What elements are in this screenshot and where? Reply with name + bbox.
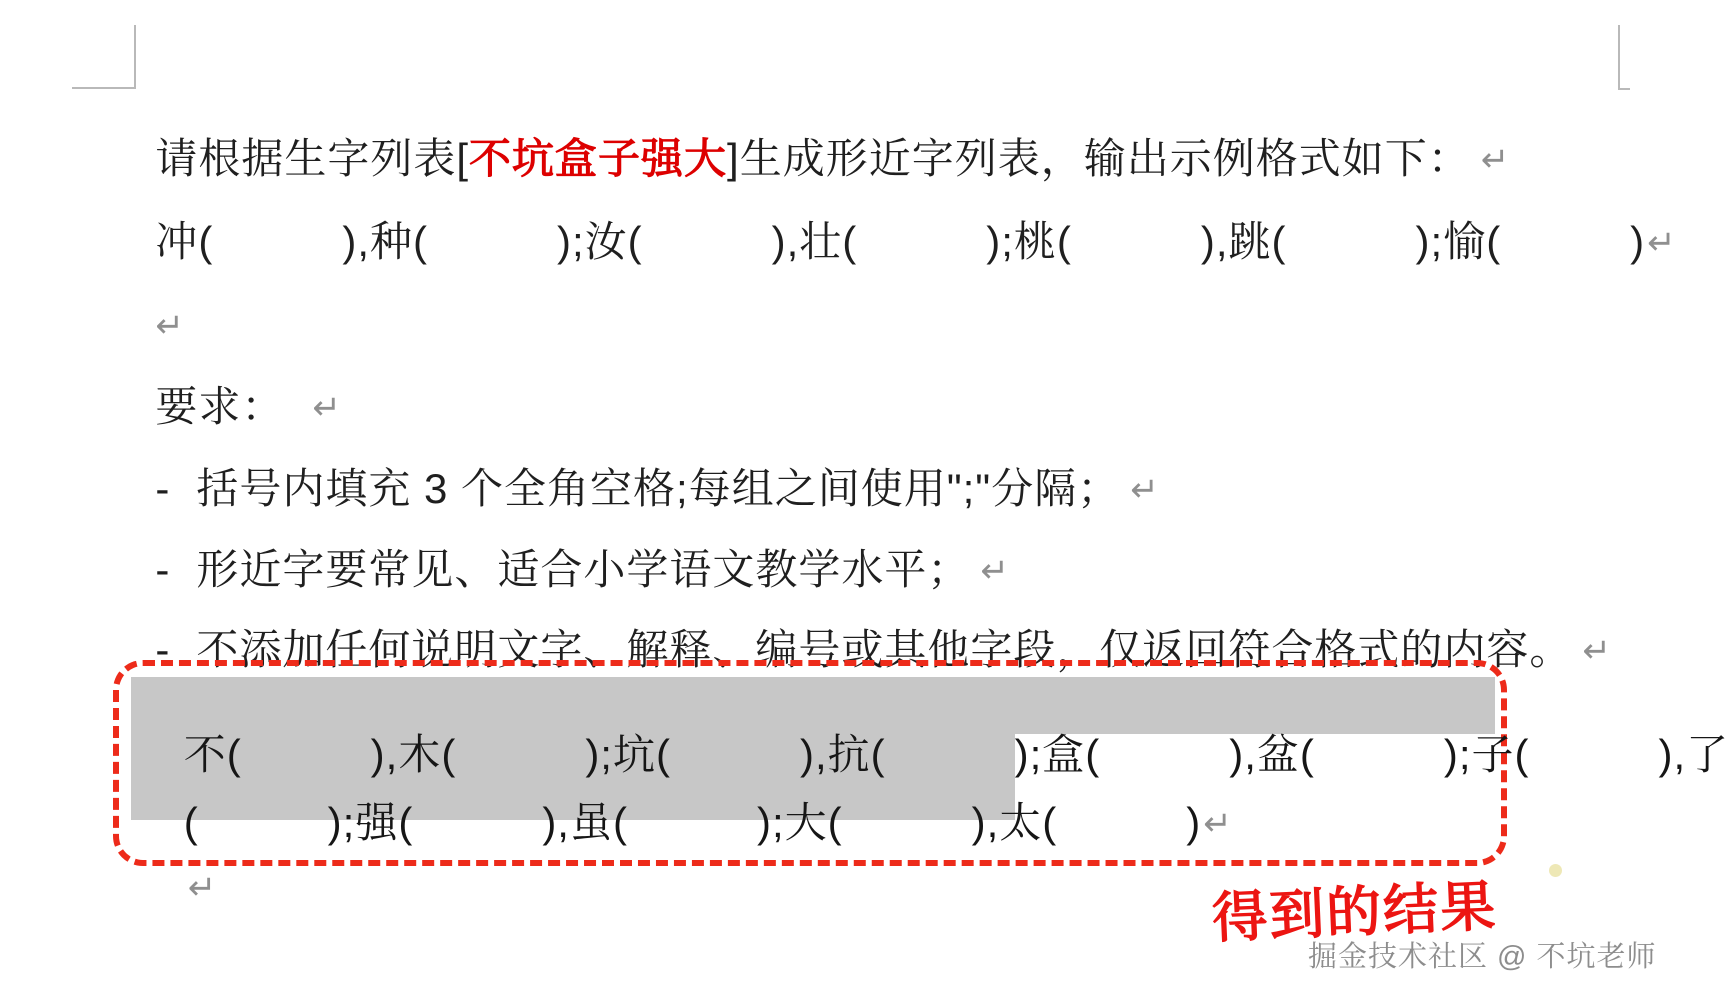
example-format-text: 冲( ),种( );汝( ),壮( );桃( ),跳( );愉( ): [155, 217, 1646, 265]
paragraph-mark-icon: ↵: [1582, 631, 1611, 670]
decorative-dot: [1549, 864, 1562, 877]
result-annotation-label: 得到的结果: [1210, 874, 1499, 950]
requirement-text-2: 形近字要常见、适合小学语文教学水平；: [196, 545, 971, 593]
paragraph-mark-icon: ↵: [1203, 805, 1232, 844]
text-boundary-corner-top-left-icon: [72, 25, 136, 89]
paragraph-mark-icon: ↵: [1130, 470, 1159, 509]
requirement-text-1: 括号内填充 3 个全角空格;每组之间使用";"分隔；: [196, 464, 1121, 512]
result-text-line-1: 不( ),木( );坑( ),抗( );盒( ),盆( );子( ),了: [183, 731, 1729, 779]
example-format-paragraph[interactable]: [130, 163, 1676, 268]
requirement-text-3: 不添加任何说明文字、解释、编号或其他字段，仅返回符合格式的内容。: [196, 625, 1573, 673]
watermark-text: 掘金技术社区 @ 不坑老师: [1308, 941, 1657, 973]
bullet-dash: -: [155, 545, 171, 593]
prompt-prefix: 请根据生字列表[: [155, 134, 470, 182]
result-line-2[interactable]: [133, 748, 1232, 899]
paragraph-mark-icon: ↵: [980, 551, 1009, 590]
paragraph-mark-icon: ↵: [187, 869, 217, 908]
bullet-dash: -: [155, 464, 171, 512]
text-boundary-corner-top-right-icon: [1618, 25, 1630, 90]
bullet-dash: -: [155, 625, 171, 673]
paragraph-mark-icon: ↵: [1480, 140, 1510, 179]
paragraph-mark-icon: ↵: [312, 388, 341, 427]
requirements-title: 要求：: [155, 382, 285, 430]
result-empty-paragraph[interactable]: [133, 812, 216, 963]
prompt-highlight-word-list: 不坑盒子强大: [469, 134, 728, 182]
prompt-suffix: ]生成形近字列表，输出示例格式如下：: [727, 134, 1471, 182]
result-text-line-2: ( );强( ),虽( );大( ),太( ): [183, 799, 1202, 847]
paragraph-mark-icon: ↵: [1647, 223, 1676, 262]
paragraph-mark-icon: ↵: [155, 306, 184, 345]
result-highlight-box: [113, 660, 1729, 908]
